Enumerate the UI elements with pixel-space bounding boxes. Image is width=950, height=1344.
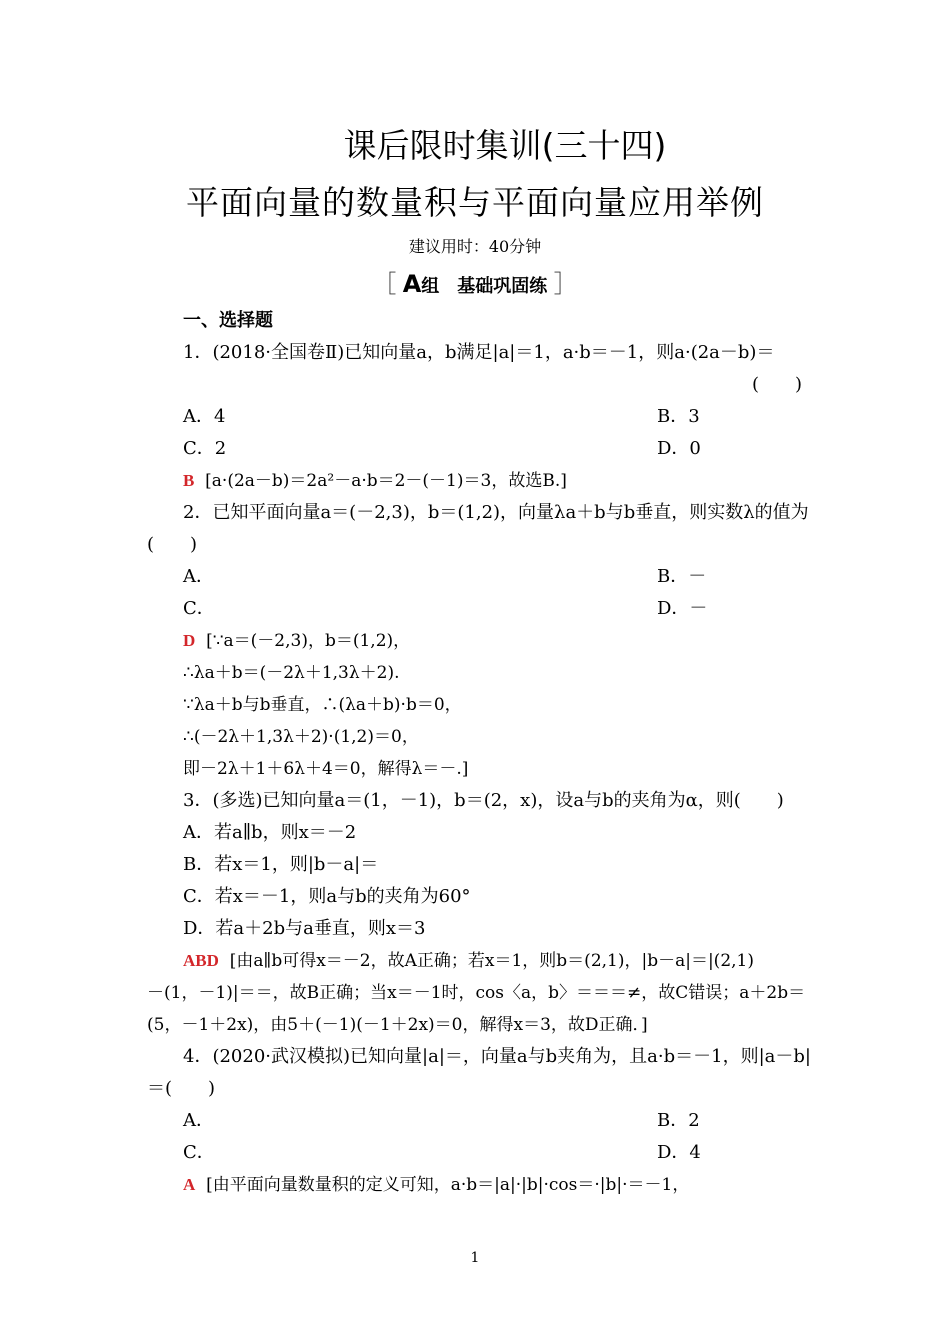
q4-option-a: A．: [183, 1110, 214, 1131]
q1-options-row-1: [183, 405, 883, 429]
q2-solution-line-3: ∵λa＋b与b垂直，∴(λa＋b)·b＝0，: [183, 695, 462, 715]
q2-option-a: A．: [183, 566, 214, 587]
q2-solution-line-1: [183, 629, 410, 653]
section-heading: 一、选择题: [183, 310, 273, 331]
q2-answer-paren: ( ): [147, 534, 198, 555]
q4-option-d: D．4: [657, 1142, 701, 1163]
q4-stem-line-1: 4．(2020·武汉模拟)已知向量|a|＝，向量a与b夹角为，且a·b＝－1，则|a－b|: [183, 1046, 811, 1067]
q3-solution-line-3: (5，－1＋2x)，由5＋(－1)(－1＋2x)＝0，解得x＝3，故D正确．]: [147, 1015, 648, 1035]
group-letter: A: [402, 270, 422, 298]
q1-solution: [183, 469, 567, 493]
q4-options-row-1: [183, 1109, 883, 1133]
q3-option-b: B．若x＝1，则|b－a|＝: [183, 854, 379, 875]
suggested-time: 建议用时：40分钟: [408, 237, 542, 256]
group-heading: [0, 272, 950, 299]
q2-options-row-2: [183, 597, 883, 621]
q1-answer-key: B: [183, 471, 195, 490]
q4-option-c: C．: [183, 1142, 215, 1163]
q4-stem-line-2: ＝( ): [147, 1078, 216, 1099]
q2-options-row-1: [183, 565, 883, 589]
q3-solution-text-1: [由a∥b可得x＝－2，故A正确；若x＝1，则b＝(2,1)，|b－a|＝|(2,1): [229, 951, 754, 971]
q2-option-d: D．－: [657, 598, 708, 619]
q2-stem: 2．已知平面向量a＝(－2,3)，b＝(1,2)，向量λa＋b与b垂直，则实数λ的值为: [183, 502, 809, 523]
q2-solution-line-5: 即－2λ＋1＋6λ＋4＝0，解得λ＝－.]: [183, 759, 469, 779]
q3-option-d: D．若a＋2b与a垂直，则x＝3: [183, 918, 426, 939]
page-number: 1: [470, 1250, 480, 1266]
q2-solution-text-1: [∵a＝(－2,3)，b＝(1,2)，: [206, 631, 411, 651]
q3-solution-line-2: －(1，－1)|＝＝，故B正确；当x＝－1时，cos〈a，b〉＝＝＝≠，故C错误；a＋2b＝: [147, 983, 806, 1003]
q2-option-c: C．: [183, 598, 215, 619]
q3-option-c: C．若x＝－1，则a与b的夹角为60°: [183, 886, 471, 907]
q2-answer-key: D: [183, 631, 196, 650]
q4-solution-text-1: [由平面向量数量积的定义可知，a·b＝|a|·|b|·cos＝·|b|·＝－1，: [206, 1175, 690, 1195]
q3-answer-key: ABD: [183, 951, 219, 970]
page-title: 课后限时集训(三十四): [343, 126, 667, 165]
q1-option-d: D．0: [657, 438, 701, 459]
q1-options-row-2: [183, 437, 883, 461]
q3-stem: 3．(多选)已知向量a＝(1，－1)，b＝(2，x)，设a与b的夹角为α，则( ): [183, 790, 784, 811]
q2-option-b: B．－: [657, 566, 707, 587]
q1-option-c: C．2: [183, 438, 227, 459]
q2-solution-line-4: ∴(－2λ＋1,3λ＋2)·(1,2)＝0，: [183, 727, 419, 747]
page-subtitle: 平面向量的数量积与平面向量应用举例: [186, 183, 764, 222]
q4-option-b: B．2: [657, 1110, 700, 1131]
q1-answer-paren: ( ): [752, 374, 803, 395]
q1-stem: 1．(2018·全国卷Ⅱ)已知向量a，b满足|a|＝1，a·b＝－1，则a·(2a－b)＝: [183, 342, 775, 363]
left-bracket-icon: ［: [372, 270, 397, 298]
group-label: 组 基础巩固练: [421, 276, 548, 297]
q4-solution-line-1: [183, 1173, 689, 1197]
q3-option-a: A．若a∥b，则x＝－2: [183, 822, 357, 843]
q1-option-a: A．4: [183, 406, 226, 427]
right-bracket-icon: ］: [553, 270, 578, 298]
q3-solution-line-1: [183, 949, 754, 973]
q4-answer-key: A: [183, 1175, 196, 1194]
q2-solution-line-2: ∴λa＋b＝(－2λ＋1,3λ＋2).: [183, 663, 400, 683]
q1-solution-text: [a·(2a－b)＝2a²－a·b＝2－(－1)＝3，故选B.]: [205, 471, 567, 491]
q4-options-row-2: [183, 1141, 883, 1165]
q1-option-b: B．3: [657, 406, 700, 427]
